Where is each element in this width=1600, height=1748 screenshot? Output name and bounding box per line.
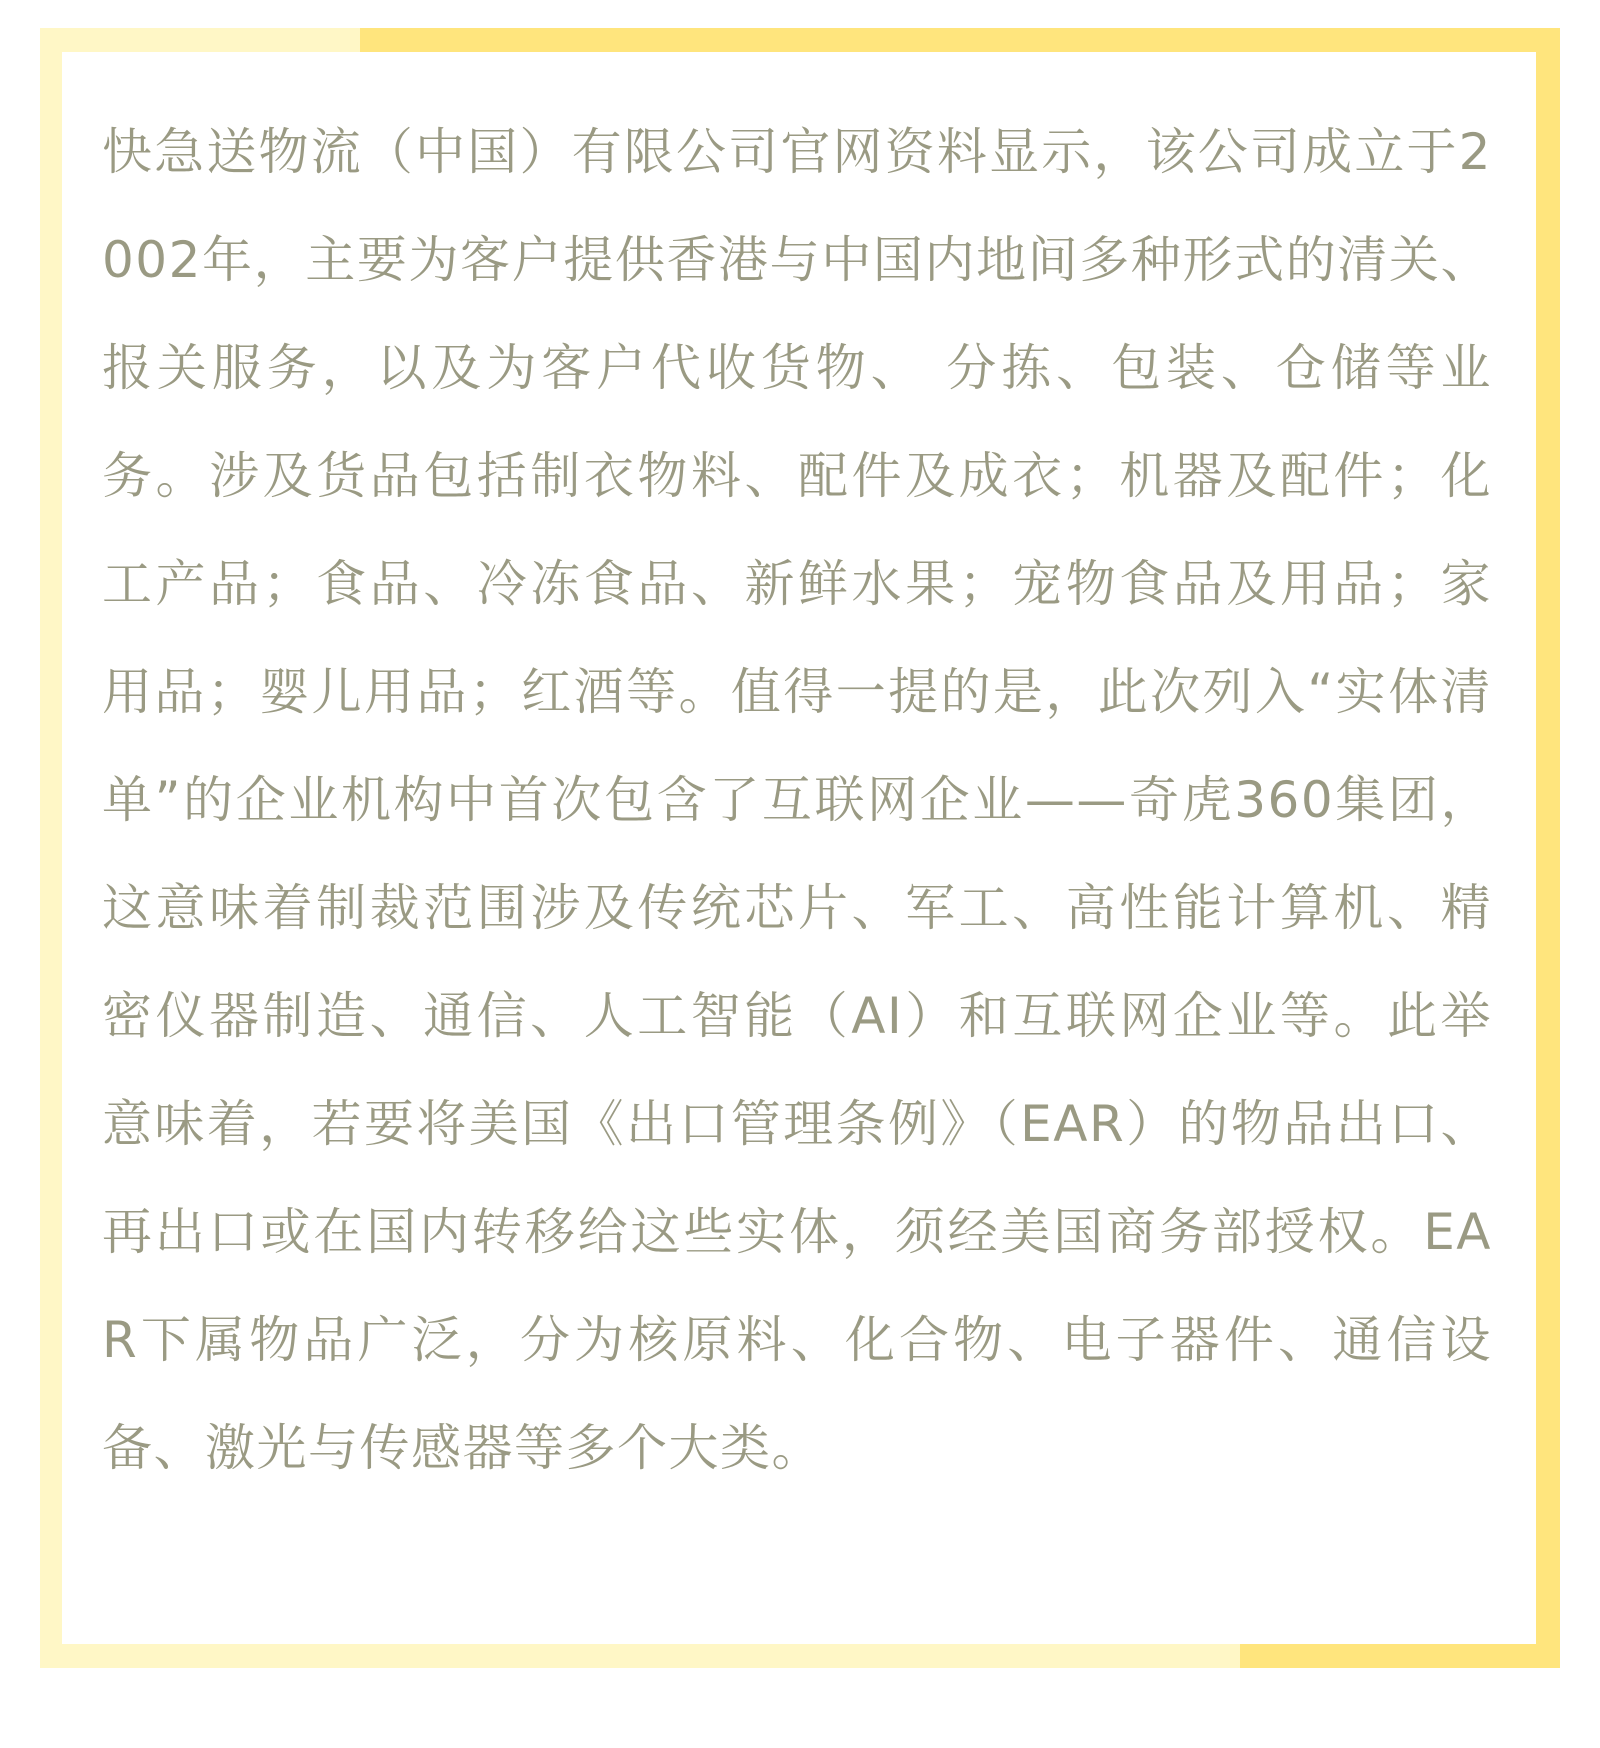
frame-accent-top [360,28,1560,52]
frame-accent-right [1536,28,1560,1668]
article-paragraph: 快急送物流（中国）有限公司官网资料显示，该公司成立于2002年，主要为客户提供香港与中国内地间多种形式的清关、报关服务，以及为客户代收货物、 分拣、包装、仓储等业务。涉及货品包括制衣物料、配件及成衣；机器及配件；化工产品；食品、冷冻食品、新鲜水果；宠物食品及用品；家用品；婴儿用品；红酒等。值得一提的是，此次列入“实体清单”的企业机构中首次包含了互联网企业——奇虎360集团，这意味着制裁范围涉及传统芯片、军工、高性能计算机、精密仪器制造、通信、人工智能（AI）和互联网企业等。此举意味着，若要将美国《出口管理条例》（EAR）的物品出口、再出口或在国内转移给这些实体，须经美国商务部授权。EAR下属物品广泛，分为核原料、化合物、电子器件、通信设备、激光与传感器等多个大类。 [102,123,1492,1477]
frame-accent-bottom [1240,1644,1560,1668]
